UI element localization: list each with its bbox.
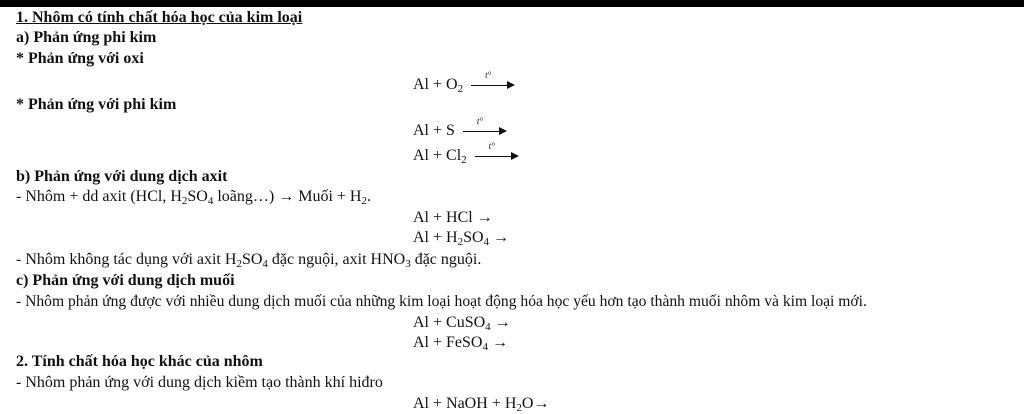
text-part: O→ <box>521 395 550 412</box>
equation-al-s <box>413 116 507 141</box>
text-part: - Nhôm + dd axit (HCl, H <box>16 188 182 205</box>
text-part: SO <box>463 229 484 246</box>
subscript: 2 <box>361 195 367 207</box>
text-part: → <box>487 334 508 351</box>
equation-al-cl2 <box>413 141 519 166</box>
subscript: 2 <box>181 195 188 207</box>
text-part: đặc nguội, axit HNO <box>267 251 406 268</box>
acid-reaction-line <box>16 187 371 207</box>
heat-arrow-icon <box>463 116 507 138</box>
section-2-title: 2. Tính chất hóa học khác của nhôm <box>16 353 263 370</box>
text-part: Al + NaOH + H <box>413 395 517 412</box>
equation-al-cuso4 <box>413 313 511 333</box>
text-part: → <box>489 229 510 246</box>
subsection-a-title: a) Phản ứng phi kim <box>16 29 157 46</box>
section-1-title: 1. Nhôm có tính chất hóa học của kim loại <box>16 9 303 26</box>
text-part: SO <box>241 251 263 268</box>
equation-al-hcl: Al + HCl → <box>413 209 493 226</box>
equation-al-feso4 <box>413 333 508 353</box>
alkali-reaction-line: - Nhôm phản ứng với dung dịch kiềm tạo thành khí hiđro <box>16 374 383 391</box>
subscript: 4 <box>483 236 490 248</box>
subscript: 2 <box>461 154 467 166</box>
reaction-condition: t° <box>485 70 492 80</box>
text-part: . <box>366 188 371 205</box>
equation-lhs: Al + Cl <box>413 147 462 164</box>
subscript: 3 <box>405 258 411 270</box>
equation-al-h2so4 <box>413 228 509 248</box>
top-border <box>0 0 1024 7</box>
text-part: Al + H <box>413 229 458 246</box>
subscript: 2 <box>457 236 464 248</box>
text-part: Al + FeSO <box>413 334 483 351</box>
subscript: 4 <box>207 195 214 207</box>
equation-lhs: Al + S <box>413 122 455 139</box>
equation-al-naoh <box>413 394 549 414</box>
text-part: đặc nguội. <box>410 251 482 268</box>
subscript: 4 <box>262 258 268 270</box>
subsection-b-title: b) Phản ứng với dung dịch axit <box>16 168 228 185</box>
subscript: 4 <box>482 341 488 353</box>
salt-reaction-line: - Nhôm phản ứng được với nhiều dung dịch muối của những kim loại hoạt động hóa học yếu hơn tạo thành muối nhôm và kim loại mới. <box>16 293 867 310</box>
oxi-reaction-title: * Phản ứng với oxi <box>16 50 144 67</box>
text-part: - Nhôm không tác dụng với axit H <box>16 251 237 268</box>
phikim-reaction-title: * Phản ứng với phi kim <box>16 96 177 113</box>
reaction-condition: t° <box>488 141 495 151</box>
subscript: 4 <box>485 321 491 333</box>
text-part: Al + CuSO <box>413 314 486 331</box>
subscript: 2 <box>236 258 242 270</box>
reaction-condition: t° <box>476 116 484 126</box>
text-part: SO <box>187 188 208 205</box>
subsection-c-title: c) Phản ứng với dung dịch muối <box>16 272 235 289</box>
equation-lhs: Al + O <box>413 76 458 93</box>
equation-al-o2 <box>413 70 515 95</box>
heat-arrow-icon <box>475 141 519 163</box>
text-part: loãng…) → Muối + H <box>213 188 362 205</box>
acid-passivation-line <box>16 250 481 270</box>
subscript: 2 <box>516 402 522 414</box>
subscript: 2 <box>457 83 464 95</box>
text-part: → <box>490 314 511 331</box>
heat-arrow-icon <box>471 70 515 92</box>
